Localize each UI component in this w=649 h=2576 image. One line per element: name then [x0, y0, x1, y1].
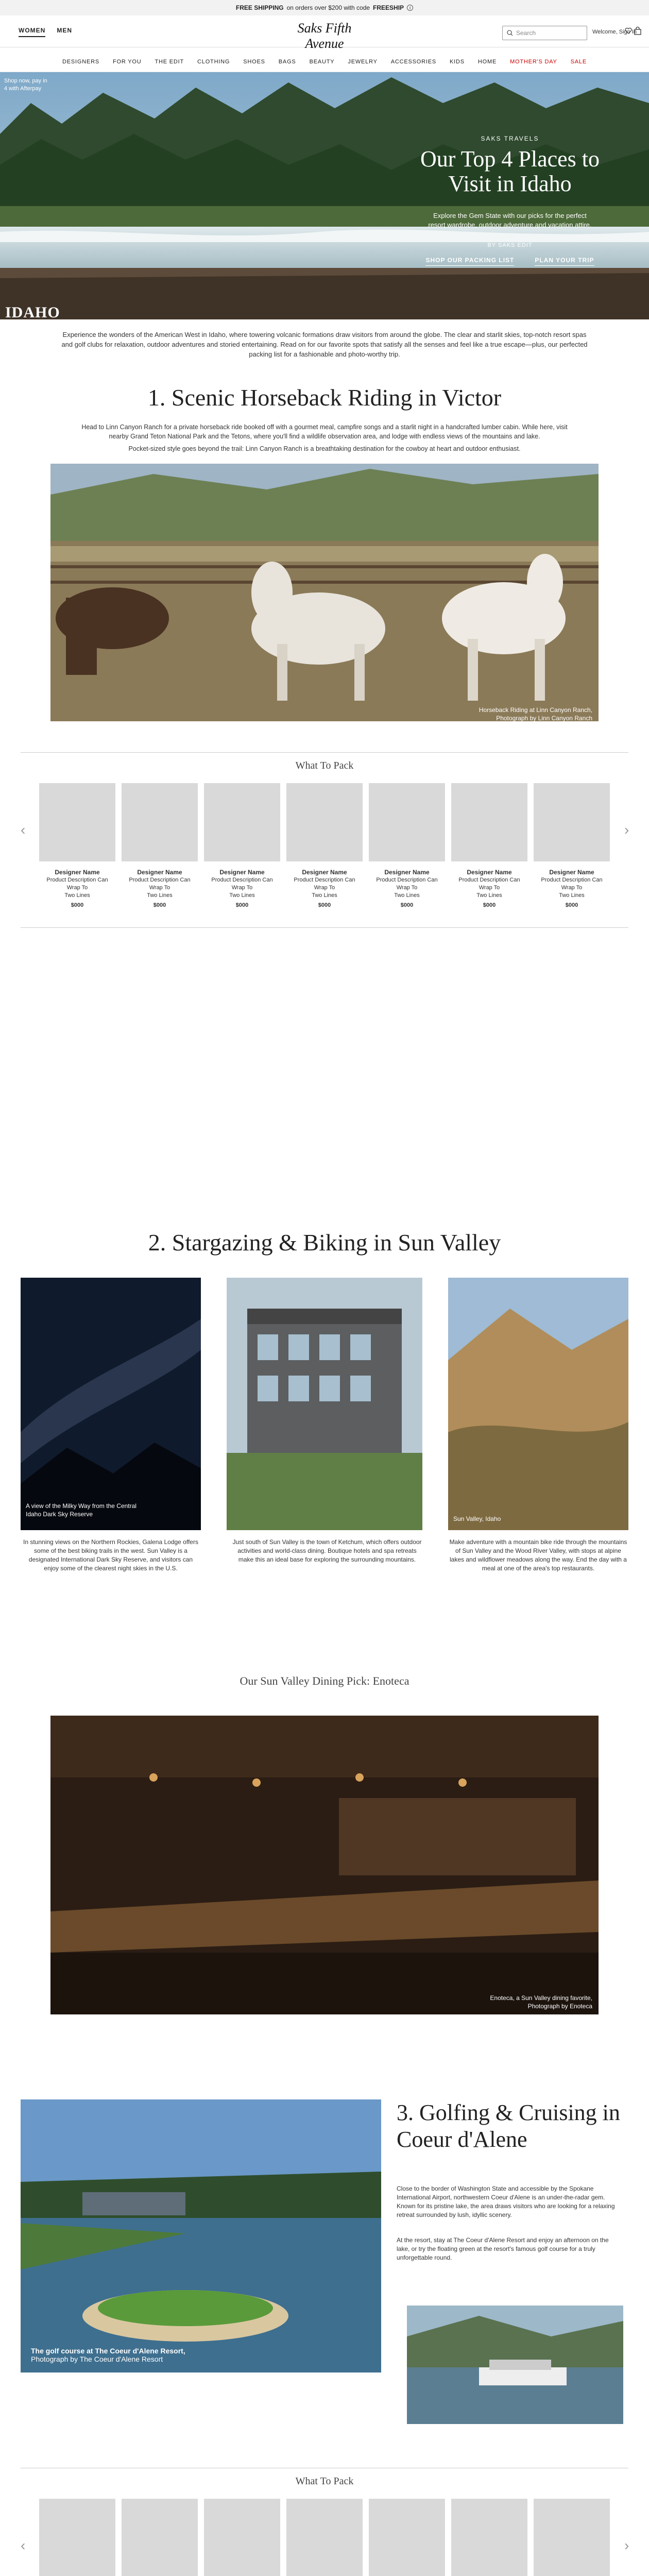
- product-image: [204, 783, 280, 861]
- account-link[interactable]: Welcome, Sign In: [592, 29, 637, 35]
- product-image: [534, 2499, 610, 2576]
- gender-tabs: [19, 27, 72, 37]
- site-logo[interactable]: Saks Fifth Avenue: [297, 21, 352, 51]
- product-image: [204, 2499, 280, 2576]
- hero-note-line2: 4 with Afterpay: [4, 86, 42, 92]
- plan-trip-button[interactable]: PLAN YOUR TRIP: [535, 257, 594, 266]
- product-desc-2: Two Lines: [64, 892, 90, 899]
- nav-bags[interactable]: BAGS: [278, 58, 296, 65]
- product-card[interactable]: [369, 783, 445, 909]
- search-input[interactable]: [502, 26, 587, 40]
- section-1-body-2: Pocket-sized style goes beyond the trail: Linn Canyon Ranch is a breathtaking destination for the cowboy at heart and outdoor enthusiast.: [128, 445, 521, 452]
- product-desc-1: Product Description Can Wrap To: [46, 877, 108, 891]
- section-2-title: 2. Stargazing & Biking in Sun Valley: [148, 1229, 501, 1256]
- product-desc-2: Two Lines: [559, 892, 585, 899]
- section-1-title: 1. Scenic Horseback Riding in Victor: [147, 384, 502, 411]
- promo-text: on orders over $200 with code: [286, 4, 370, 11]
- hero-byline: BY SAKS EDIT: [487, 242, 533, 248]
- hero-kicker: SAKS TRAVELS: [481, 135, 539, 142]
- product-image: [286, 2499, 363, 2576]
- product-desc-2: Two Lines: [229, 892, 255, 899]
- product-image: [286, 783, 363, 861]
- nav-kids[interactable]: KIDS: [450, 58, 465, 65]
- product-image: [122, 783, 198, 861]
- nav-shoes[interactable]: SHOES: [243, 58, 265, 65]
- restaurant-image: [50, 1716, 599, 2014]
- product-card[interactable]: [122, 783, 198, 909]
- divider: [21, 752, 628, 753]
- promo-bar[interactable]: [0, 0, 649, 15]
- product-price: $000: [318, 902, 331, 908]
- what-to-pack-heading-1: What To Pack: [295, 760, 354, 771]
- section-2-col-2: Just south of Sun Valley is the town of Ketchum, which offers outdoor activities and world-class dining. Boutique hotels and spa retreats make this an ideal base for exploring the surrounding mountains.: [232, 1538, 422, 1563]
- what-to-pack-heading-2: What To Pack: [295, 2476, 354, 2487]
- product-image: [451, 2499, 527, 2576]
- section-3-title: 3. Golfing & Cruising in Coeur d'Alene: [397, 2100, 620, 2152]
- product-desc-2: Two Lines: [147, 892, 173, 899]
- nav-designers[interactable]: DESIGNERS: [62, 58, 99, 65]
- lodge-image: [227, 1278, 422, 1530]
- golf-course-image: [21, 2099, 381, 2372]
- carousel-next-icon[interactable]: ›: [624, 2537, 629, 2553]
- tab-men[interactable]: MEN: [57, 27, 72, 34]
- restaurant-caption-line2: Photograph by Enoteca: [527, 2003, 592, 2010]
- nav-sale[interactable]: SALE: [570, 58, 587, 65]
- product-carousel-1: [39, 783, 610, 917]
- intro-text: Experience the wonders of the American West in Idaho, where towering volcanic formations draw visitors from around the globe. The clear and starlit skies, top-notch resort spas and golf clubs for relaxation, outdoor adventures and storied entertaining. Read on for our favorite spots that satisfy all the senses and feel like a true escape—plus, our perfected packing list for a fashionable and photo-worthy trip.: [61, 331, 588, 358]
- product-image: [369, 2499, 445, 2576]
- hero-note-line1: Shop now, pay in: [4, 78, 47, 84]
- product-desc-1: Product Description Can Wrap To: [458, 877, 520, 891]
- heart-icon[interactable]: [625, 27, 632, 37]
- horses-caption-line1: Horseback Riding at Linn Canyon Ranch,: [479, 706, 592, 714]
- product-carousel-2: [39, 2499, 610, 2576]
- product-image: [39, 783, 115, 861]
- product-card[interactable]: [204, 783, 280, 909]
- product-designer: Designer Name: [467, 869, 512, 876]
- product-card[interactable]: [534, 2499, 610, 2576]
- nav-home[interactable]: HOME: [477, 58, 497, 65]
- product-desc-1: Product Description Can Wrap To: [294, 877, 355, 891]
- product-card[interactable]: [286, 2499, 363, 2576]
- idaho-wordmark: IDAHO: [5, 304, 60, 321]
- hero-subtitle: Explore the Gem State with our picks for the perfect resort wardrobe, outdoor adventure and vacation attire.: [428, 212, 592, 229]
- horses-image: [50, 464, 599, 721]
- promo-code: FREESHIP: [373, 4, 404, 11]
- section-3-body-2: At the resort, stay at The Coeur d'Alene Resort and enjoy an afternoon on the lake, or try the floating green at the resort's famous golf course for a truly unforgettable round.: [397, 2236, 609, 2261]
- nav-for-you[interactable]: FOR YOU: [113, 58, 142, 65]
- product-image: [451, 783, 527, 861]
- night-sky-caption: [26, 1502, 180, 1518]
- carousel-prev-icon[interactable]: ‹: [21, 2537, 26, 2553]
- section-2-col-3: Make adventure with a mountain bike ride through the mountains of Sun Valley and the Wood River Valley, with stops at alpine lakes and wildflower meadows along the way. End the day with a meal at one of the area's top restaurants.: [449, 1538, 627, 1572]
- nav-the-edit[interactable]: THE EDIT: [155, 58, 184, 65]
- main-nav: [0, 52, 649, 72]
- product-card[interactable]: [534, 783, 610, 909]
- product-card[interactable]: [286, 783, 363, 909]
- product-card[interactable]: [122, 2499, 198, 2576]
- night-sky-caption-line2: Idaho Dark Sky Reserve: [26, 1511, 93, 1518]
- product-price: $000: [400, 902, 414, 908]
- dining-pick-title: Our Sun Valley Dining Pick: Enoteca: [240, 1674, 409, 1687]
- product-image: [39, 2499, 115, 2576]
- divider: [21, 927, 628, 928]
- shop-packing-list-button[interactable]: SHOP OUR PACKING LIST: [425, 257, 514, 266]
- product-card[interactable]: [369, 2499, 445, 2576]
- product-card[interactable]: [204, 2499, 280, 2576]
- golf-caption: [31, 2347, 237, 2363]
- product-image: [122, 2499, 198, 2576]
- info-icon[interactable]: i: [407, 5, 413, 11]
- product-designer: Designer Name: [384, 869, 430, 876]
- nav-jewelry[interactable]: JEWELRY: [348, 58, 378, 65]
- mountain-bike-image: [448, 1278, 628, 1530]
- product-designer: Designer Name: [137, 869, 182, 876]
- carousel-prev-icon[interactable]: ‹: [21, 822, 26, 838]
- product-card[interactable]: [451, 783, 527, 909]
- product-desc-1: Product Description Can Wrap To: [376, 877, 438, 891]
- product-card[interactable]: [39, 2499, 115, 2576]
- restaurant-caption-line1: Enoteca, a Sun Valley dining favorite,: [490, 1994, 592, 2002]
- lake-cruise-image: [407, 2306, 623, 2424]
- product-desc-2: Two Lines: [394, 892, 420, 899]
- product-desc-1: Product Description Can Wrap To: [211, 877, 273, 891]
- sun-valley-caption: Sun Valley, Idaho: [453, 1515, 501, 1522]
- product-price: $000: [235, 902, 249, 908]
- section-1-body: Head to Linn Canyon Ranch for a private horseback ride booked off with a gourmet meal, campfire songs and a starlit night in a handcrafted lumber cabin. While here, visit nearby Grand Teton National Park and the Tetons, where you'll find a wildlife observation area, and lodge with endless views of the mountains and lake.: [81, 423, 568, 440]
- product-designer: Designer Name: [549, 869, 594, 876]
- nav-accessories[interactable]: ACCESSORIES: [390, 58, 437, 65]
- nav-mothers-day[interactable]: MOTHER'S DAY: [510, 58, 557, 65]
- golf-caption-line1: The golf course at The Coeur d'Alene Resort,: [31, 2347, 185, 2355]
- horses-caption-line2: Photograph by Linn Canyon Ranch: [496, 715, 592, 722]
- product-price: $000: [565, 902, 578, 908]
- night-sky-image: [21, 1278, 201, 1530]
- section-3-body: Close to the border of Washington State and accessible by the Spokane International Airport, northwestern Coeur d'Alene is an under-the-radar gem. Known for its pristine lake, the area draws visitors who are looking for a relaxing retreat surrounded by lush, idyllic scenery.: [397, 2185, 615, 2218]
- product-image: [369, 783, 445, 861]
- shopping-bag-icon[interactable]: [634, 27, 642, 38]
- search-icon: [507, 30, 513, 36]
- product-designer: Designer Name: [55, 869, 100, 876]
- product-price: $000: [153, 902, 166, 908]
- product-designer: Designer Name: [302, 869, 347, 876]
- horses-caption: [422, 706, 592, 722]
- nav-clothing[interactable]: CLOTHING: [197, 58, 230, 65]
- product-designer: Designer Name: [219, 869, 265, 876]
- promo-prefix: FREE SHIPPING: [235, 4, 284, 11]
- product-card[interactable]: [451, 2499, 527, 2576]
- search-placeholder: Search: [516, 29, 536, 37]
- product-price: $000: [483, 902, 496, 908]
- tab-women[interactable]: WOMEN: [19, 27, 45, 37]
- hero-title: Our Top 4 Places to Visit in Idaho: [420, 146, 600, 196]
- hero-ctas: [407, 257, 613, 266]
- product-desc-2: Two Lines: [476, 892, 502, 899]
- product-price: $000: [71, 902, 84, 908]
- product-card[interactable]: [39, 783, 115, 909]
- nav-beauty[interactable]: BEAUTY: [309, 58, 335, 65]
- night-sky-caption-line1: A view of the Milky Way from the Central: [26, 1502, 136, 1510]
- golf-caption-line2: Photograph by The Coeur d'Alene Resort: [31, 2355, 163, 2363]
- product-desc-2: Two Lines: [312, 892, 337, 899]
- product-desc-1: Product Description Can Wrap To: [129, 877, 191, 891]
- product-image: [534, 783, 610, 861]
- product-desc-1: Product Description Can Wrap To: [541, 877, 603, 891]
- restaurant-caption: [422, 1994, 592, 2010]
- carousel-next-icon[interactable]: ›: [624, 822, 629, 838]
- hero-afterpay-note: [4, 77, 47, 93]
- section-2-col-1: In stunning views on the Northern Rockies, Galena Lodge offers some of the best biking trails in the west. Sun Valley is a designated International Dark Sky Reserve, and visitors can enjoy some of the clearest night skies in the U.S.: [23, 1538, 198, 1572]
